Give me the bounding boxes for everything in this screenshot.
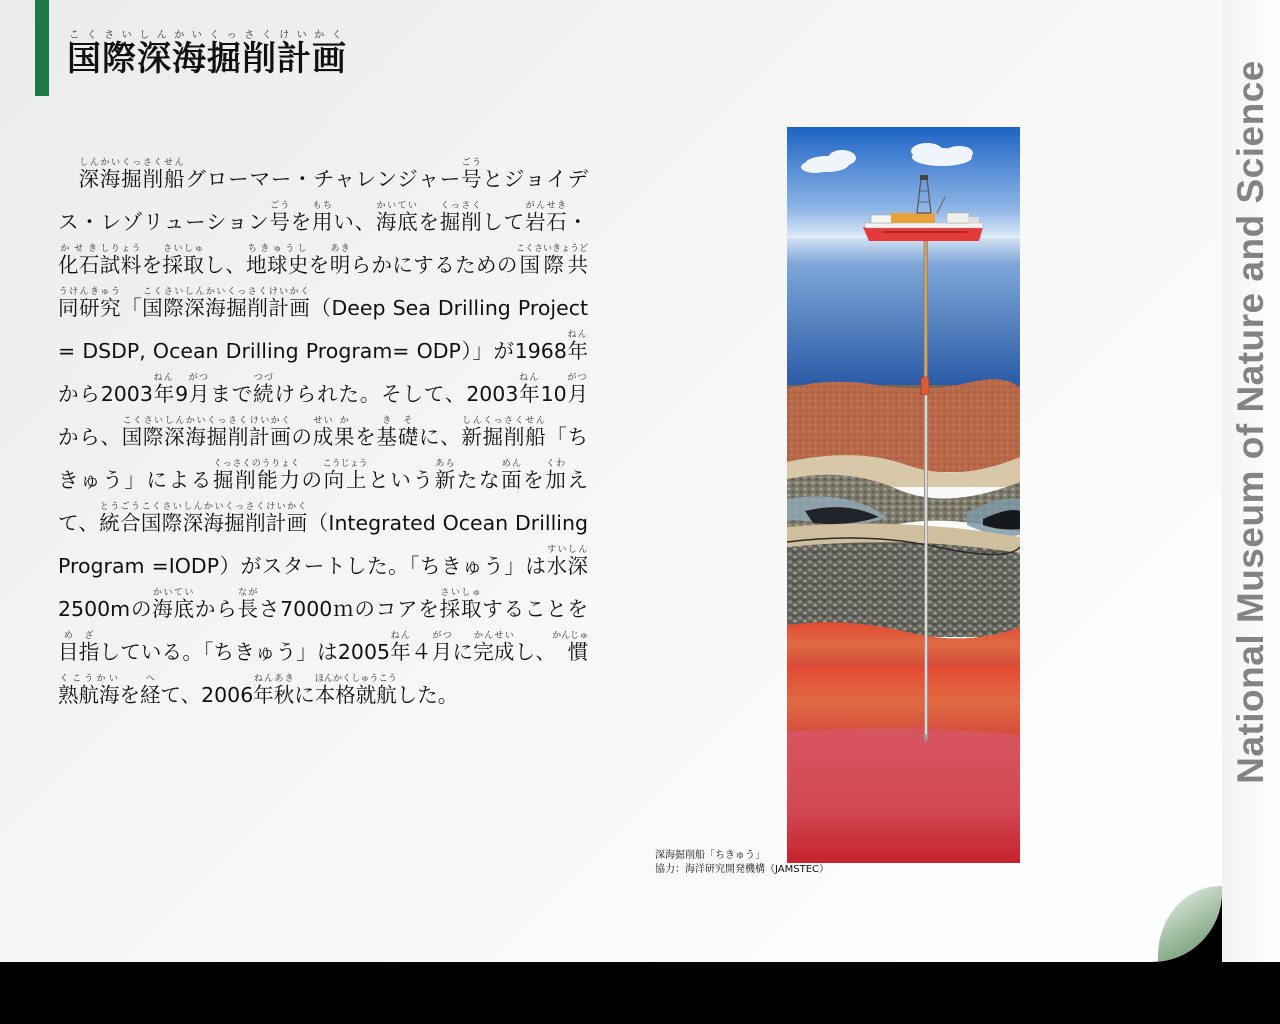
body-ruby-reading: こうじょう [322, 459, 368, 469]
body-ruby-base: 採取 [439, 597, 483, 621]
body-ruby-base: 月 [431, 640, 453, 664]
body-text: という [366, 468, 435, 492]
body-ruby-base: 国際深海掘削計画 [140, 511, 308, 535]
body-ruby [99, 244, 142, 277]
title-ruby-base: 計 [277, 39, 312, 79]
body-ruby-base: 化石 [58, 253, 100, 277]
body-ruby [99, 502, 141, 535]
body-ruby-base: 採取 [162, 253, 205, 277]
body-ruby-reading: とうごう [99, 502, 141, 512]
body-text: て、2006 [160, 683, 254, 707]
title-ruby [312, 30, 347, 79]
body-text: （Integrated Ocean Drilling Program =IODP）がスタートした。「ちきゅう」は [58, 511, 589, 578]
body-ruby [329, 244, 351, 277]
caption-title: 深海掘削船「ちきゅう」 [655, 850, 765, 861]
body-ruby-reading: そ [397, 416, 419, 426]
page-title [67, 30, 347, 80]
body-ruby-reading: ごう [269, 201, 290, 211]
body-ruby-base: 号 [269, 210, 291, 234]
body-ruby [188, 373, 211, 406]
body-text: 「 [121, 296, 143, 320]
body-ruby-reading: ねん [518, 373, 539, 383]
body-ruby [390, 631, 411, 664]
title-ruby-reading: さい [102, 30, 137, 41]
body-ruby-reading: かんせい [473, 631, 515, 641]
body-ruby-reading: しんくっさくせん [461, 416, 546, 426]
body-ruby-reading: こくさいしんかいくっさくけいかく [142, 287, 310, 297]
body-ruby [524, 201, 568, 234]
body-ruby-base: 指 [78, 640, 100, 664]
body-ruby [566, 330, 589, 363]
body-ruby-base: 完成 [473, 640, 515, 664]
body-ruby-base: 統合 [99, 511, 141, 535]
body-ruby-reading: ねん [566, 330, 588, 340]
body-text: とジョイデス・レゾリューション [58, 167, 589, 234]
body-ruby [439, 201, 483, 234]
body-ruby-reading: すいしん [546, 545, 588, 555]
title-ruby-reading: かく [312, 30, 347, 41]
body-ruby-reading: なが [237, 588, 259, 598]
body-ruby-base: 慣熟航海 [58, 640, 589, 707]
body-ruby-base: 月 [188, 382, 211, 406]
body-text: から2003 [58, 382, 153, 406]
title-ruby [242, 30, 277, 79]
body-text: らかにするための [350, 253, 518, 277]
body-text: している。「ちきゅう」は2005 [99, 640, 391, 664]
body-ruby-reading: かいてい [375, 201, 418, 211]
body-text: たな [456, 468, 502, 492]
museum-name-vertical: National Museum of Nature and Science [1230, 60, 1271, 784]
body-ruby-reading: さいしゅ [162, 244, 204, 254]
body-paragraph [58, 158, 588, 717]
body-text: の [301, 468, 324, 492]
title-ruby-base: 海 [172, 39, 207, 79]
body-text: から [194, 597, 238, 621]
body-ruby [58, 244, 100, 277]
body-ruby-reading: ねんあき [253, 674, 295, 684]
body-ruby [566, 373, 589, 406]
body-ruby-reading: せい [312, 416, 334, 426]
body-ruby-reading: くっさくのうりょく [212, 459, 300, 469]
body-ruby-reading: ほんかくしゅうこう [314, 674, 397, 684]
title-ruby-reading: しん [137, 30, 172, 41]
body-ruby-reading: くっさく [439, 201, 482, 211]
body-text: に [294, 683, 315, 707]
body-text: 2500mの [58, 597, 153, 621]
body-ruby-base: 地球史 [246, 253, 309, 277]
title-ruby-reading: けい [277, 30, 312, 41]
title-accent-bar [35, 0, 49, 96]
title-ruby-base: 削 [242, 39, 277, 79]
body-ruby-reading: つづ [253, 373, 274, 383]
body-ruby-base: 基 [376, 425, 398, 449]
body-text: さ7000ｍのコアを [258, 597, 440, 621]
body-text: ・ [567, 210, 589, 234]
figure-caption [655, 849, 829, 877]
drilling-ship-illustration [787, 127, 1020, 863]
body-text: を [141, 253, 163, 277]
body-ruby-reading: めん [501, 459, 522, 469]
body-ruby [121, 416, 250, 449]
body-text: えて、 [58, 468, 589, 535]
body-ruby-base: 海底 [152, 597, 195, 621]
body-ruby-base: 続 [253, 382, 275, 406]
body-ruby-base: 目 [58, 640, 79, 664]
title-ruby-reading: かい [172, 30, 207, 41]
body-ruby-base: 向上 [322, 468, 368, 492]
body-ruby-base: 深海掘削船 [78, 167, 186, 191]
body-text: まで [210, 382, 254, 406]
body-text: （Deep Sea Drilling Project = DSDP, Ocean Drilling Program= ODP）」が1968 [58, 296, 589, 363]
body-ruby-reading: がんせき [524, 201, 567, 211]
body-ruby-base: 経 [140, 683, 161, 707]
body-ruby-base: 本格就航 [314, 683, 397, 707]
body-ruby-reading: か [334, 416, 355, 426]
body-ruby [376, 416, 398, 449]
body-ruby [78, 631, 100, 664]
body-ruby-reading: き [376, 416, 397, 426]
body-text: を [418, 210, 440, 234]
title-ruby [277, 30, 312, 79]
body-ruby-base: 年 [518, 382, 541, 406]
body-text: い、 [333, 210, 376, 234]
body-text: した。 [396, 683, 459, 707]
body-ruby [314, 674, 397, 707]
body-ruby-base: 加 [545, 468, 568, 492]
title-ruby-base: 深 [137, 39, 172, 79]
body-ruby [397, 416, 419, 449]
body-ruby [312, 201, 334, 234]
body-ruby-base: 国際深海掘削計画 [142, 296, 311, 320]
body-ruby-reading: ざ [78, 631, 100, 641]
body-ruby-reading: がつ [188, 373, 209, 383]
body-ruby [212, 459, 302, 492]
body-ruby-reading: もち [312, 201, 333, 211]
body-ruby-reading: けいかく [249, 416, 291, 426]
body-text: を [119, 683, 140, 707]
body-text: 9 [175, 382, 189, 406]
body-ruby-base: 成 [312, 425, 334, 449]
body-text: を [523, 468, 546, 492]
body-text: し、 [514, 640, 557, 664]
body-ruby [322, 459, 368, 492]
body-ruby-reading: がつ [431, 631, 453, 641]
body-ruby [434, 459, 457, 492]
body-ruby-reading: こくさいきょうどうけんきゅう [58, 244, 589, 297]
body-ruby-base: 海底 [375, 210, 419, 234]
title-ruby-reading: こく [67, 30, 102, 41]
body-ruby-base: 明 [329, 253, 351, 277]
body-ruby-base: 水深 [546, 554, 589, 578]
body-ruby [78, 158, 186, 191]
body-ruby-reading: あき [329, 244, 351, 254]
body-text: して [482, 210, 525, 234]
body-ruby-reading: こくさいしんかいくっさく [121, 416, 249, 426]
title-ruby-base: 掘 [207, 39, 242, 79]
body-ruby [140, 674, 161, 707]
title-ruby [207, 30, 242, 79]
body-text: を [355, 425, 377, 449]
body-ruby-base: 年 [566, 339, 589, 363]
title-ruby [137, 30, 172, 79]
body-text: の [291, 425, 313, 449]
body-ruby-base: 礎 [397, 425, 419, 449]
body-ruby [246, 244, 309, 277]
body-ruby-base: 国際共同研究 [58, 253, 589, 320]
body-ruby-base: 新 [434, 468, 457, 492]
body-ruby-reading: しんかいくっさくせん [78, 158, 185, 168]
body-ruby [375, 201, 419, 234]
title-ruby [172, 30, 207, 79]
body-ruby-reading: ねん [152, 373, 174, 383]
body-ruby [269, 201, 291, 234]
body-ruby [237, 588, 259, 621]
body-ruby [461, 158, 483, 191]
body-text: を [290, 210, 313, 234]
body-ruby [253, 674, 295, 707]
body-ruby-reading: め [58, 631, 79, 641]
body-ruby-reading: くわ [545, 459, 566, 469]
body-ruby [546, 545, 589, 578]
body-ruby-reading: かせき [58, 244, 100, 254]
body-ruby [253, 373, 275, 406]
body-ruby-base: 試料 [99, 253, 142, 277]
body-text: けられた。そして、2003 [274, 382, 519, 406]
body-ruby [439, 588, 483, 621]
body-text: グローマー・チャレンジャー [185, 167, 462, 191]
body-ruby-reading: かいてい [152, 588, 195, 598]
body-ruby-reading: がつ [566, 373, 588, 383]
body-ruby-base: 掘削能力 [212, 468, 302, 492]
body-ruby-base: 年 [390, 640, 411, 664]
body-ruby-base: 国際深海掘削 [121, 425, 250, 449]
body-ruby-reading: さいしゅ [439, 588, 482, 598]
body-ruby [152, 588, 195, 621]
body-text: 10 [540, 382, 567, 406]
body-ruby-reading: へ [140, 674, 161, 684]
body-ruby [152, 373, 176, 406]
body-ruby [461, 416, 547, 449]
body-ruby [518, 373, 541, 406]
body-text: を [308, 253, 330, 277]
body-ruby [249, 416, 292, 449]
body-ruby-reading: ねん [390, 631, 411, 641]
body-ruby [142, 287, 311, 320]
body-ruby [140, 502, 308, 535]
body-ruby-base: 年 [152, 382, 176, 406]
body-ruby [334, 416, 356, 449]
body-ruby [473, 631, 515, 664]
body-text: ４ [410, 640, 432, 664]
body-ruby-base: 面 [501, 468, 524, 492]
body-ruby-reading: あら [434, 459, 456, 469]
title-ruby-reading: くっ [207, 30, 242, 41]
body-text: から、 [58, 425, 122, 449]
body-ruby-reading: かんじゅくこうかい [58, 631, 589, 684]
body-ruby [312, 416, 334, 449]
body-text: し、 [204, 253, 247, 277]
body-ruby-base: 年秋 [253, 683, 295, 707]
body-ruby-base: 計画 [249, 425, 292, 449]
body-text: 「ちきゅう」による [58, 425, 589, 492]
body-ruby [58, 631, 79, 664]
body-ruby-base: 用 [312, 210, 334, 234]
body-ruby [501, 459, 524, 492]
body-ruby-reading: こくさいしんかいくっさくけいかく [140, 502, 308, 512]
body-ruby-base: 号 [461, 167, 483, 191]
title-ruby-base: 際 [102, 39, 137, 79]
body-text: に、 [418, 425, 462, 449]
title-ruby-base: 画 [312, 39, 347, 79]
body-ruby-base: 月 [566, 382, 589, 406]
title-ruby-reading: さく [242, 30, 277, 41]
body-ruby [162, 244, 205, 277]
body-ruby-base: 長 [237, 597, 259, 621]
title-ruby-base: 国 [67, 39, 102, 79]
body-ruby [431, 631, 453, 664]
body-ruby-base: 新掘削船 [461, 425, 547, 449]
body-ruby-reading: しりょう [99, 244, 142, 254]
title-ruby [67, 30, 102, 79]
body-ruby-base: 岩石 [524, 210, 568, 234]
page-curl [1158, 886, 1222, 962]
body-ruby-base: 掘削 [439, 210, 483, 234]
body-ruby [545, 459, 568, 492]
title-ruby [102, 30, 137, 79]
body-ruby-base: 果 [334, 425, 356, 449]
body-text: することを [482, 597, 589, 621]
body-ruby-reading: ごう [461, 158, 482, 168]
body-text: に [452, 640, 474, 664]
body-ruby-reading: ちきゅうし [246, 244, 309, 254]
caption-credit: 協力：海洋研究開発機構（JAMSTEC） [655, 864, 829, 875]
